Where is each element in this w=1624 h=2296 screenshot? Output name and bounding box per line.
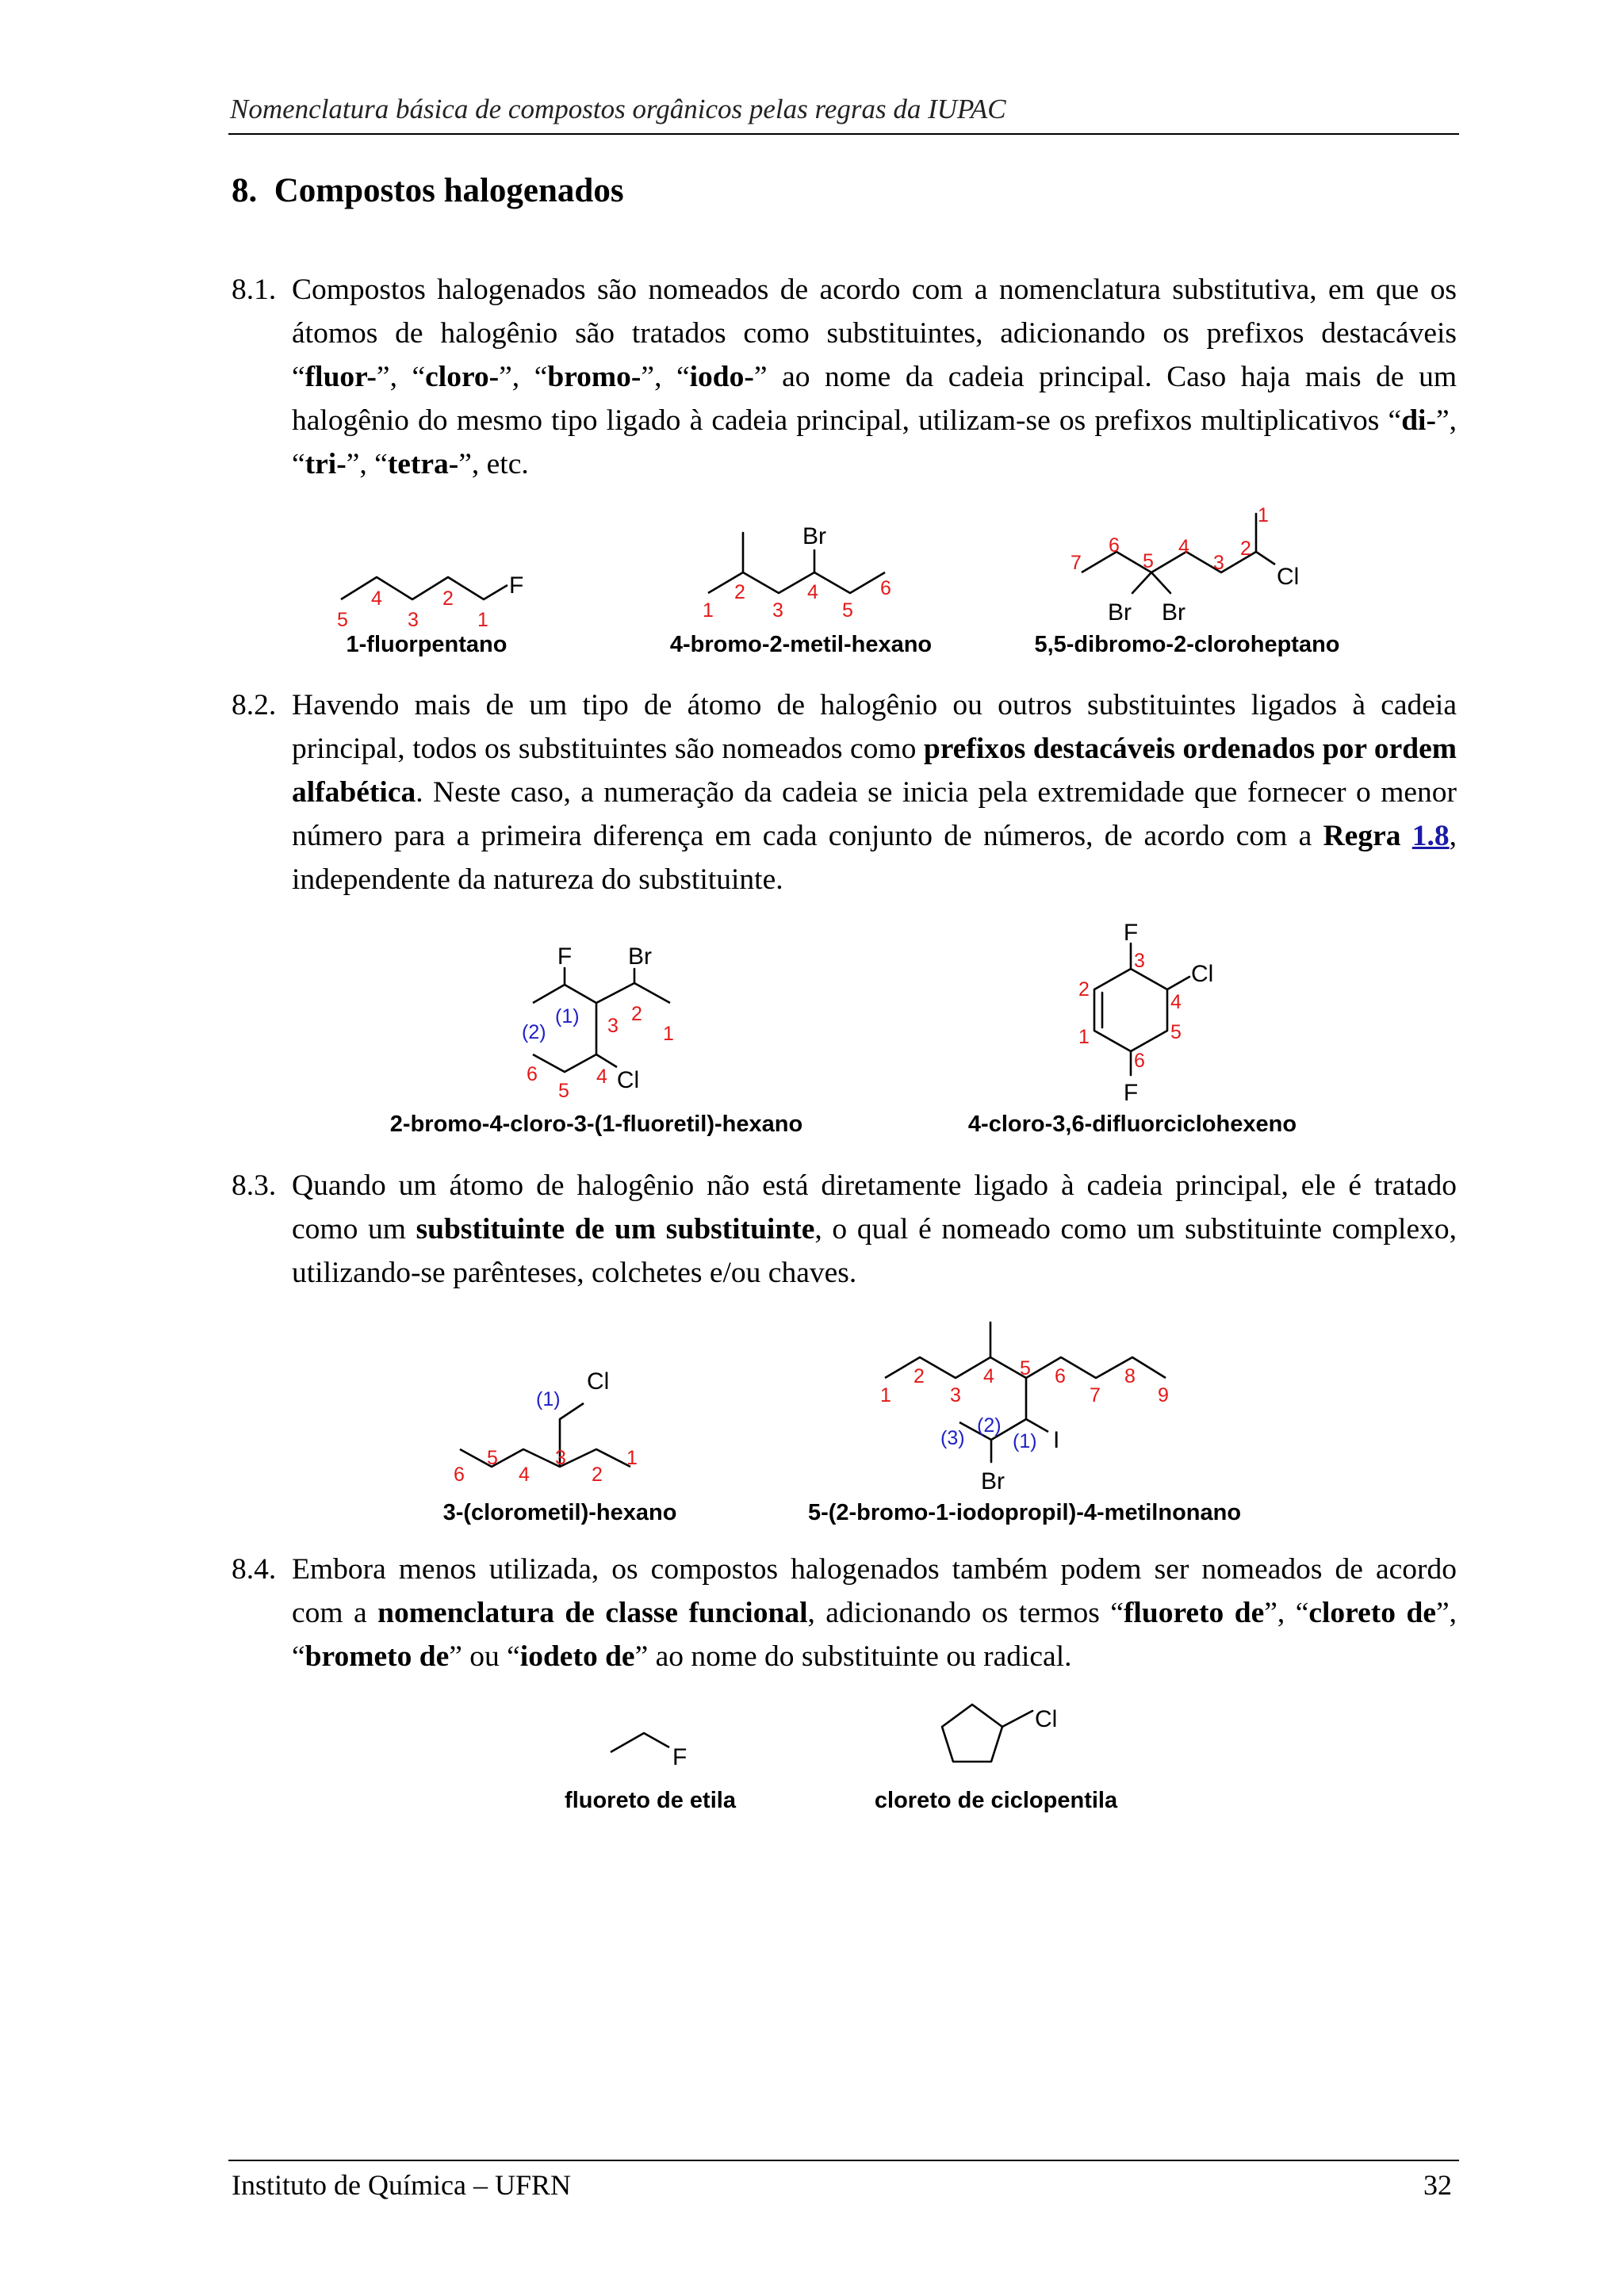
atom-f: F — [672, 1744, 688, 1770]
carbon-number: 1 — [626, 1447, 638, 1469]
atom-br: Br — [981, 1468, 1005, 1494]
carbon-number: 9 — [1158, 1384, 1169, 1406]
atom-f: F — [1123, 920, 1139, 946]
carbon-number: 1 — [880, 1384, 891, 1406]
paragraph-text: Quando um átomo de halogênio não está diretamente ligado à cadeia principal, ele é tratado como um substituinte de um substituinte, o qual é nomeado como um substituinte complexo, utilizando-se parênteses, colchetes e/ou chaves. — [292, 1169, 1457, 1289]
atom-cl: Cl — [1191, 961, 1214, 987]
carbon-number: 4 — [1170, 991, 1182, 1013]
carbon-number: 2 — [631, 1003, 642, 1025]
caption-1-fluorpentano: 1-fluorpentano — [346, 632, 508, 657]
running-header: Nomenclatura básica de compostos orgânicos pelas regras da IUPAC — [230, 94, 1006, 124]
structure-cloreto-de-ciclopentila — [875, 1705, 1118, 1813]
page-number: 32 — [1423, 2169, 1452, 2201]
carbon-number: 1 — [703, 599, 714, 622]
carbon-number: 2 — [1078, 978, 1090, 1001]
carbon-number: 5 — [1143, 550, 1154, 572]
section-number: 8. — [232, 172, 258, 209]
paragraph-text: Embora menos utilizada, os compostos halogenados também podem ser nomeados de acordo com a nomenclatura de classe funcional, adicionando os termos “fluoreto de”, “cloreto de”, “brometo de” ou “iodeto de” ao nome do substituinte ou radical. — [292, 1553, 1457, 1673]
carbon-number: 2 — [914, 1365, 925, 1387]
paragraph-8-3 — [232, 1164, 1457, 1295]
paragraph-8-1 — [232, 268, 1457, 486]
atom-f: F — [1123, 1080, 1139, 1106]
carbon-number: 2 — [734, 581, 745, 603]
carbon-number: 7 — [1090, 1384, 1101, 1406]
carbon-number: 3 — [555, 1447, 566, 1469]
carbon-number: 5 — [558, 1080, 569, 1102]
caption-metilnonano: 5-(2-bromo-1-iodopropil)-4-metilnonano — [807, 1500, 1242, 1525]
atom-cl: Cl — [1035, 1706, 1058, 1732]
structure-5-5-dibromo-2-cloroheptano — [1034, 504, 1339, 657]
substituent-number: (1) — [1013, 1430, 1037, 1452]
carbon-number: 5 — [1170, 1021, 1182, 1043]
carbon-number: 1 — [663, 1023, 674, 1045]
substituent-number: (2) — [522, 1021, 546, 1043]
paragraph-number: 8.3. — [232, 1169, 277, 1202]
atom-cl: Cl — [587, 1368, 610, 1395]
caption-5-5-dibromo-2-cloroheptano: 5,5-dibromo-2-cloroheptano — [1034, 632, 1340, 657]
carbon-number: 6 — [1134, 1050, 1145, 1072]
caption-4-bromo-2-metil-hexano: 4-bromo-2-metil-hexano — [669, 632, 933, 657]
carbon-number: 4 — [1178, 536, 1189, 558]
atom-cl: Cl — [1277, 564, 1300, 590]
carbon-number: 5 — [337, 609, 348, 631]
carbon-number: 6 — [1055, 1365, 1066, 1387]
carbon-number: 2 — [592, 1464, 603, 1486]
caption-cloreto-de-ciclopentila: cloreto de ciclopentila — [874, 1788, 1118, 1813]
carbon-number: 6 — [1109, 534, 1120, 557]
carbon-number: 3 — [408, 609, 419, 631]
footer-institution: Instituto de Química – UFRN — [232, 2169, 571, 2201]
atom-br: Br — [1162, 599, 1185, 626]
caption-ciclohexeno: 4-cloro-3,6-difluorciclohexeno — [967, 1112, 1297, 1137]
substituent-number: (1) — [536, 1388, 561, 1410]
figure-row-4 — [0, 1689, 1624, 1816]
carbon-number: 8 — [1124, 1365, 1136, 1387]
carbon-number: 3 — [772, 599, 783, 622]
carbon-number: 4 — [807, 581, 818, 603]
caption-hexano: 2-bromo-4-cloro-3-(1-fluoretil)-hexano — [389, 1112, 803, 1137]
atom-i: I — [1053, 1427, 1060, 1453]
figure-row-1 — [0, 499, 1624, 658]
substituent-number: (2) — [977, 1414, 1002, 1437]
carbon-number: 4 — [596, 1066, 607, 1088]
carbon-number: 1 — [1078, 1026, 1090, 1048]
rule-link[interactable]: 1.8 — [1411, 820, 1450, 852]
structure-4-cloro-3-6-difluorciclohexeno — [968, 920, 1297, 1137]
carbon-number: 3 — [950, 1384, 961, 1406]
carbon-number: 4 — [983, 1365, 994, 1387]
section-title — [232, 171, 624, 210]
structure-1-fluorpentano — [337, 572, 523, 657]
carbon-number: 6 — [880, 577, 891, 599]
caption-fluoreto-de-etila: fluoreto de etila — [565, 1788, 736, 1813]
atom-f: F — [509, 572, 524, 599]
structure-2-bromo-4-cloro-3-1-fluoretil-hexano — [390, 943, 802, 1137]
paragraph-number: 8.4. — [232, 1553, 277, 1586]
figure-row-3 — [0, 1316, 1624, 1525]
substituent-number: (1) — [555, 1005, 580, 1027]
paragraph-text: Compostos halogenados são nomeados de acordo com a nomenclatura substitutiva, em que os átomos de halogênio são tratados como substituintes, adicionando os prefixos destacáveis “fluor-”, “cloro-”, “bromo-”, “iodo-” ao nome da cadeia principal. Caso haja mais de um halogênio do mesmo tipo ligado à cadeia principal, utilizam-se os prefixos multiplicativos “di-”, “tri-”, “tetra-”, etc. — [292, 274, 1457, 480]
structure-fluoreto-de-etila — [565, 1733, 737, 1813]
carbon-number: 5 — [487, 1447, 498, 1469]
section-title-text: Compostos halogenados — [274, 172, 624, 209]
footer-rule — [228, 2160, 1459, 2161]
carbon-number: 5 — [1020, 1357, 1031, 1380]
header-rule — [228, 133, 1459, 135]
substituent-number: (3) — [940, 1427, 965, 1449]
carbon-number: 7 — [1071, 552, 1082, 574]
paragraph-text: Havendo mais de um tipo de átomo de halogênio ou outros substituintes ligados à cadeia principal, todos os substituintes são nomeados como prefixos destacáveis ordenados por ordem alfabética. Neste caso, a numeração da cadeia se inicia pela extremidade que fornecer o menor número para a primeira diferença em cada conjunto de números, de acordo com a Regra 1.8, independente da natureza do substituinte. — [292, 689, 1457, 896]
carbon-number: 6 — [527, 1063, 538, 1085]
carbon-number: 5 — [842, 599, 853, 622]
carbon-number: 3 — [1213, 552, 1224, 574]
atom-br: Br — [802, 523, 826, 549]
structure-4-bromo-2-metil-hexano — [670, 523, 932, 657]
carbon-number: 1 — [477, 609, 488, 631]
atom-br: Br — [1108, 599, 1132, 626]
structure-3-clorometil-hexano — [443, 1368, 677, 1525]
carbon-number: 6 — [454, 1464, 465, 1486]
paragraph-number: 8.2. — [232, 689, 277, 721]
figure-row-2 — [0, 916, 1624, 1138]
paragraph-8-2 — [232, 683, 1457, 901]
paragraph-number: 8.1. — [232, 274, 277, 306]
carbon-number: 4 — [371, 587, 382, 610]
atom-br: Br — [628, 943, 652, 970]
atom-f: F — [557, 943, 573, 970]
atom-cl: Cl — [616, 1067, 640, 1093]
paragraph-8-4 — [232, 1548, 1457, 1678]
carbon-number: 3 — [1134, 950, 1145, 972]
carbon-number: 4 — [519, 1464, 530, 1486]
caption-clorometilhexano: 3-(clorometil)-hexano — [442, 1500, 677, 1525]
carbon-number: 3 — [607, 1015, 619, 1037]
carbon-number: 2 — [442, 587, 454, 610]
carbon-number: 1 — [1258, 504, 1269, 526]
carbon-number: 2 — [1240, 538, 1251, 560]
structure-5-2-bromo-1-iodopropil-4-metilnonano — [808, 1322, 1241, 1525]
